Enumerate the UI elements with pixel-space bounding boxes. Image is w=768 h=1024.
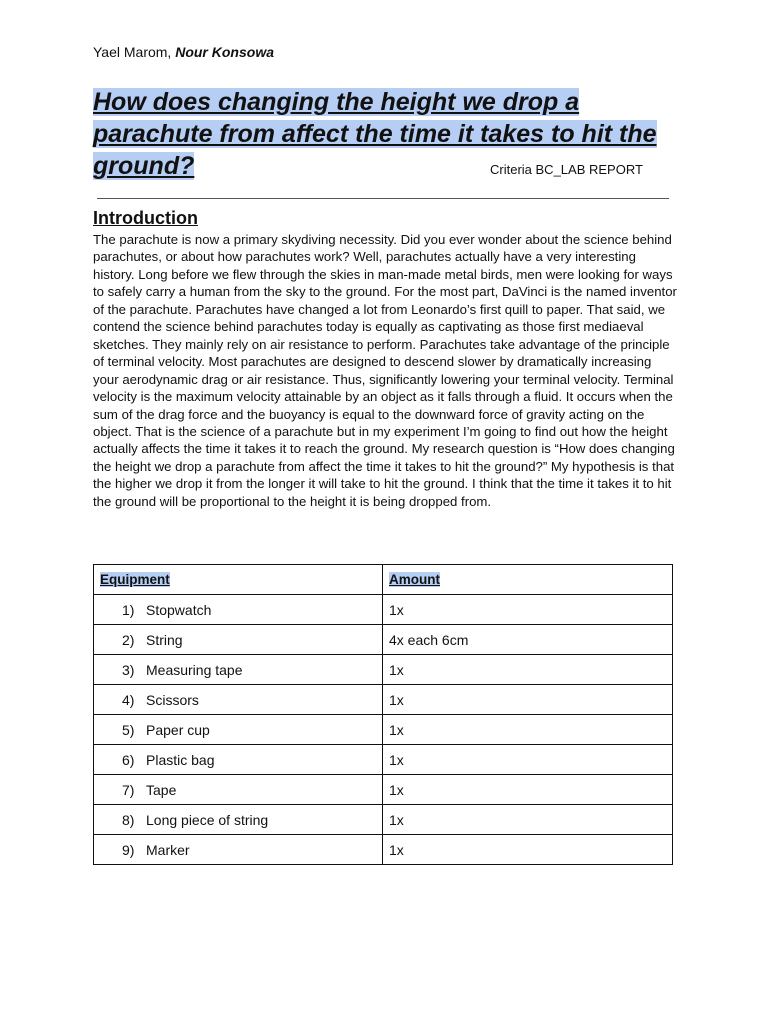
equipment-cell	[94, 745, 383, 775]
amount-cell: 1x	[383, 685, 673, 715]
equipment-cell	[94, 655, 383, 685]
table-row	[94, 835, 673, 865]
equipment-cell	[94, 625, 383, 655]
item-number: 3)	[122, 661, 135, 678]
item-name: String	[146, 631, 183, 648]
equipment-cell	[94, 595, 383, 625]
table-row	[94, 625, 673, 655]
item-number: 8)	[122, 811, 135, 828]
criteria-label: Criteria BC_LAB REPORT	[490, 162, 643, 177]
item-number: 9)	[122, 841, 135, 858]
equipment-cell	[94, 805, 383, 835]
amount-cell: 1x	[383, 805, 673, 835]
amount-cell: 1x	[383, 655, 673, 685]
horizontal-divider	[97, 198, 669, 199]
item-number: 1)	[122, 601, 135, 618]
item-number: 7)	[122, 781, 135, 798]
item-name: Tape	[146, 781, 177, 798]
table-header-row	[94, 565, 673, 595]
item-number: 2)	[122, 631, 135, 648]
item-name: Scissors	[146, 691, 199, 708]
equipment-cell	[94, 835, 383, 865]
table-row	[94, 775, 673, 805]
amount-cell: 4x each 6cm	[383, 625, 673, 655]
equipment-cell	[94, 715, 383, 745]
amount-cell: 1x	[383, 595, 673, 625]
amount-cell: 1x	[383, 745, 673, 775]
report-title-text: How does changing the height we drop a parachute from affect the time it takes to hit the ground?	[93, 88, 657, 180]
item-name: Marker	[146, 841, 190, 858]
amount-column-header: Amount	[383, 565, 673, 595]
table-row	[94, 595, 673, 625]
item-number: 6)	[122, 751, 135, 768]
equipment-column-header: Equipment	[94, 565, 383, 595]
item-number: 4)	[122, 691, 135, 708]
item-name: Plastic bag	[146, 751, 215, 768]
item-name: Long piece of string	[146, 811, 269, 828]
amount-cell: 1x	[383, 715, 673, 745]
equipment-table	[93, 564, 673, 865]
item-name: Paper cup	[146, 721, 210, 738]
introduction-heading: Introduction	[93, 208, 198, 228]
equipment-cell	[94, 685, 383, 715]
item-number: 5)	[122, 721, 135, 738]
item-name: Measuring tape	[146, 661, 243, 678]
author-1: Yael Marom,	[93, 44, 172, 60]
equipment-cell	[94, 775, 383, 805]
introduction-paragraph: The parachute is now a primary skydiving necessity. Did you ever wonder about the science behind parachutes, or about how parachutes work? Well, parachutes actually have a very interesting history. Long before we flew through the skies in man-made metal birds, men were looking for ways to safely carry a human from the sky to the ground. For the most part, DaVinci is the named inventor of the parachute. Parachutes have changed a lot from Leonardo’s first quill to paper. That said, we contend the science behind parachutes today is equally as captivating as those first mediaeval sketches. They mainly rely on air resistance to perform. Parachutes take advantage of the principle of terminal velocity. Most parachutes are designed to descend slower by dramatically increasing your aerodynamic drag or air resistance. Thus, significantly lowering your terminal velocity. Terminal velocity is the maximum velocity attainable by an object as it falls through a fluid. It occurs when the sum of the drag force and the buoyancy is equal to the downward force of gravity acting on the object. That is the science of a parachute but in my experiment I’m going to find out how the height actually affects the time it takes it to reach the ground. My research question is “How does changing the height we drop a parachute from affect the time it takes to hit the ground?” My hypothesis is that the higher we drop it from the longer it will take to hit the ground. I think that the time it takes it to hit the ground will be proportional to the height it is being dropped from.	[93, 232, 677, 509]
table-row	[94, 805, 673, 835]
table-row	[94, 715, 673, 745]
author-line	[93, 43, 274, 61]
item-name: Stopwatch	[146, 601, 212, 618]
amount-cell: 1x	[383, 775, 673, 805]
table-row	[94, 745, 673, 775]
table-row	[94, 685, 673, 715]
table-row	[94, 655, 673, 685]
amount-cell: 1x	[383, 835, 673, 865]
author-2: Nour Konsowa	[175, 44, 274, 60]
